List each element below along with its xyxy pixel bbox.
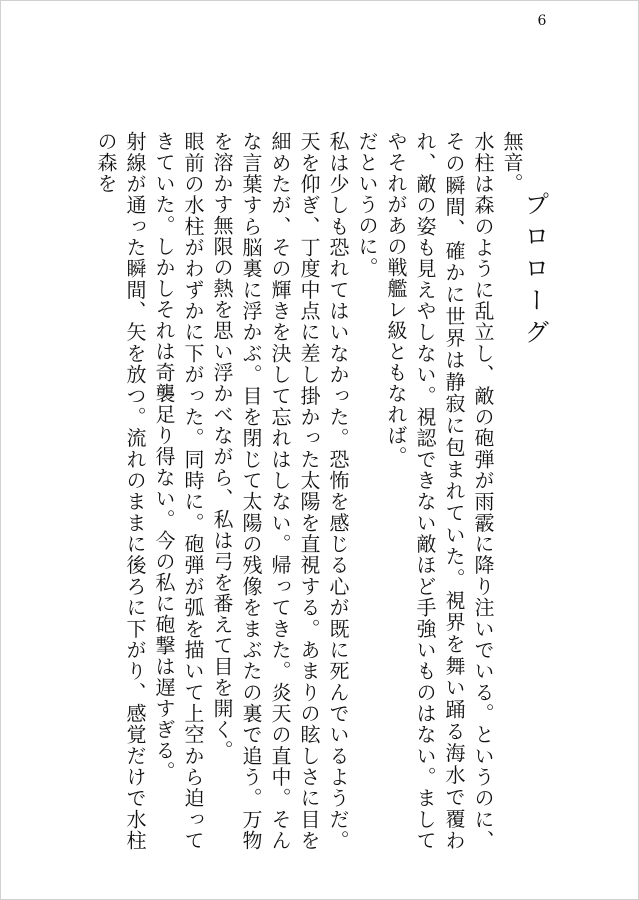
- paragraph: 私は少しも恐れてはいなかった。恐怖を感じる心が既に死んでいるようだ。天を仰ぎ、丁度中点に差し掛かった太陽を直視する。あまりの眩しさに目を細めたが、その輝きを決して忘れはしない。帰ってきた。炎天の直中。そんな言葉すら脳裏に浮かぶ。目を閉じて太陽の残像をまぶたの裏で追う。万物を溶かす無限の熱を思い浮かべながら、私は弓を番えて目を開く。: [210, 131, 350, 852]
- page-number: 6: [537, 13, 547, 29]
- paragraph: 無音。: [500, 131, 524, 194]
- paragraph: 眼前の水柱がわずかに下がった。同時に。砲弾が弧を描いて上空から迫ってきていた。しかしそれは奇襲足り得ない。今の私に砲撃は遅すぎる。: [152, 131, 205, 852]
- paragraph: 射線が通った瞬間、矢を放つ。流れのままに後ろに下がり、感覚だけで水柱の森を: [94, 131, 147, 851]
- paragraph: だというのに。: [355, 131, 379, 278]
- paragraph: 水柱は森のように乱立し、敵の砲弾が雨霰に降り注いでいる。というのに、その瞬間、確かに世界は静寂に包まれていた。視界を舞い踊る海水で覆われ、敵の姿も見えやしない。視認できない敵ほど手強いものはない。ましてやそれがあの戦艦レ級ともなれば。: [384, 131, 495, 852]
- body-text: [91, 131, 526, 851]
- chapter-title: プロローグ: [521, 191, 550, 351]
